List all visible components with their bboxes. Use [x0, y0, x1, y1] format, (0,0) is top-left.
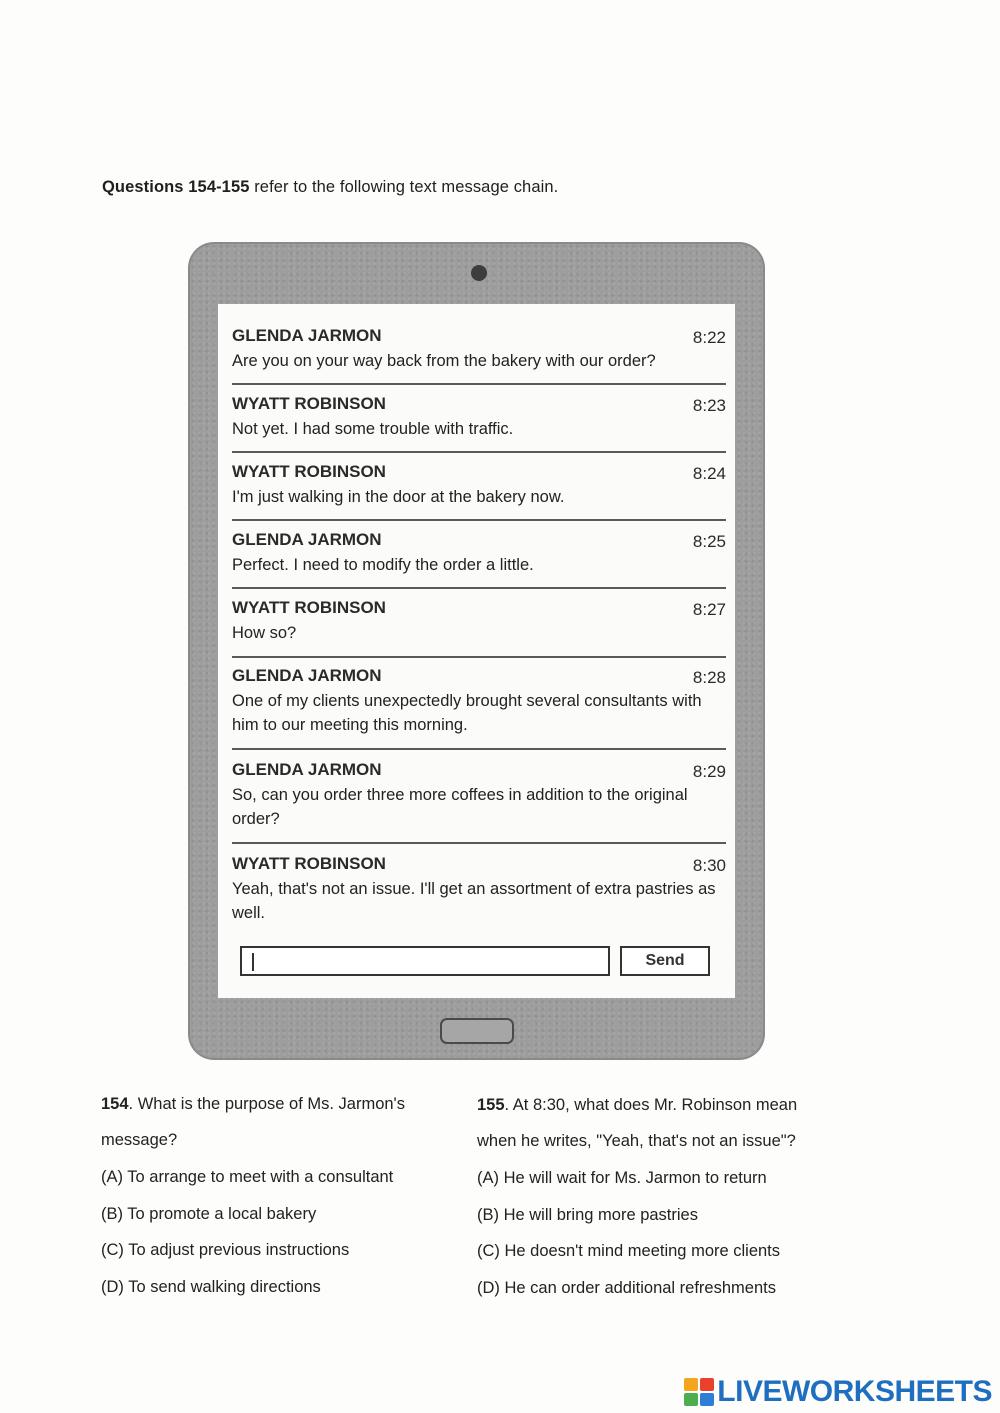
answer-option-c: (C) He doesn't mind meeting more clients: [477, 1242, 781, 1260]
message-screen: [218, 304, 735, 998]
answer-option-b: (B) He will bring more pastries: [477, 1206, 698, 1224]
answer-option-d: (D) He can order additional refreshments: [477, 1279, 776, 1297]
message-sender: WYATT ROBINSON: [232, 598, 386, 617]
message-sender: GLENDA JARMON: [232, 760, 382, 779]
message-time: 8:25: [692, 532, 726, 551]
message-text: So, can you order three more coffees in addition to the original order?: [232, 786, 688, 828]
message-sender: GLENDA JARMON: [232, 666, 382, 685]
intro-description: refer to the following text message chain.: [249, 178, 559, 196]
message-divider: [232, 748, 726, 750]
message-divider: [232, 656, 726, 658]
logo-square: [700, 1378, 714, 1391]
message-sender: GLENDA JARMON: [232, 530, 382, 549]
message-time: 8:27: [692, 600, 726, 619]
message-text: Not yet. I had some trouble with traffic.: [232, 420, 514, 438]
send-button[interactable]: Send: [620, 946, 710, 976]
message-time: 8:29: [692, 762, 726, 781]
message-divider: [232, 451, 726, 453]
message-text: Yeah, that's not an issue. I'll get an assortment of extra pastries as well.: [232, 880, 716, 922]
message-time: 8:30: [692, 856, 726, 875]
liveworksheets-logo: [684, 1375, 992, 1409]
question-stem: [101, 1095, 405, 1114]
answer-option-c: (C) To adjust previous instructions: [101, 1241, 350, 1259]
message-sender: WYATT ROBINSON: [232, 394, 386, 413]
question-stem-line1: . What is the purpose of Ms. Jarmon's: [128, 1095, 405, 1113]
question-stem-line1: . At 8:30, what does Mr. Robinson mean: [504, 1096, 798, 1114]
logo-mark-icon: [684, 1378, 714, 1406]
logo-square: [684, 1393, 698, 1406]
logo-square: [700, 1393, 714, 1406]
home-button[interactable]: [440, 1018, 514, 1044]
answer-option-a: (A) He will wait for Ms. Jarmon to return: [477, 1169, 767, 1187]
message-divider: [232, 842, 726, 844]
message-sender: WYATT ROBINSON: [232, 462, 386, 481]
message-text: Are you on your way back from the bakery with our order?: [232, 352, 656, 370]
message-divider: [232, 383, 726, 385]
reply-input[interactable]: [240, 946, 610, 976]
message-text: I'm just walking in the door at the bakery now.: [232, 488, 565, 506]
message-sender: GLENDA JARMON: [232, 326, 382, 345]
text-cursor: [252, 953, 254, 971]
message-time: 8:23: [692, 396, 726, 415]
question-number: 155: [477, 1096, 505, 1114]
answer-option-d: (D) To send walking directions: [101, 1278, 321, 1296]
question-stem-line2: message?: [101, 1131, 178, 1149]
logo-square: [684, 1378, 698, 1391]
message-text: Perfect. I need to modify the order a little.: [232, 556, 534, 574]
message-divider: [232, 519, 726, 521]
answer-option-b: (B) To promote a local bakery: [101, 1205, 317, 1223]
logo-text: LIVEWORKSHEETS: [717, 1375, 992, 1408]
intro-question-range: Questions 154-155: [102, 178, 250, 196]
question-number: 154: [101, 1095, 129, 1113]
message-time: 8:24: [692, 464, 726, 483]
tablet-frame: [188, 242, 765, 1060]
message-sender: WYATT ROBINSON: [232, 854, 386, 873]
message-text: How so?: [232, 624, 297, 642]
question-stem: [477, 1096, 797, 1115]
question-stem-line2: when he writes, "Yeah, that's not an issue"?: [477, 1132, 796, 1150]
camera-icon: [471, 265, 487, 281]
intro-text: [102, 178, 558, 197]
message-text: One of my clients unexpectedly brought several consultants with him to our meeting this morning.: [232, 692, 702, 734]
answer-option-a: (A) To arrange to meet with a consultant: [101, 1168, 394, 1186]
message-time: 8:28: [692, 668, 726, 687]
message-time: 8:22: [692, 328, 726, 347]
message-divider: [232, 587, 726, 589]
